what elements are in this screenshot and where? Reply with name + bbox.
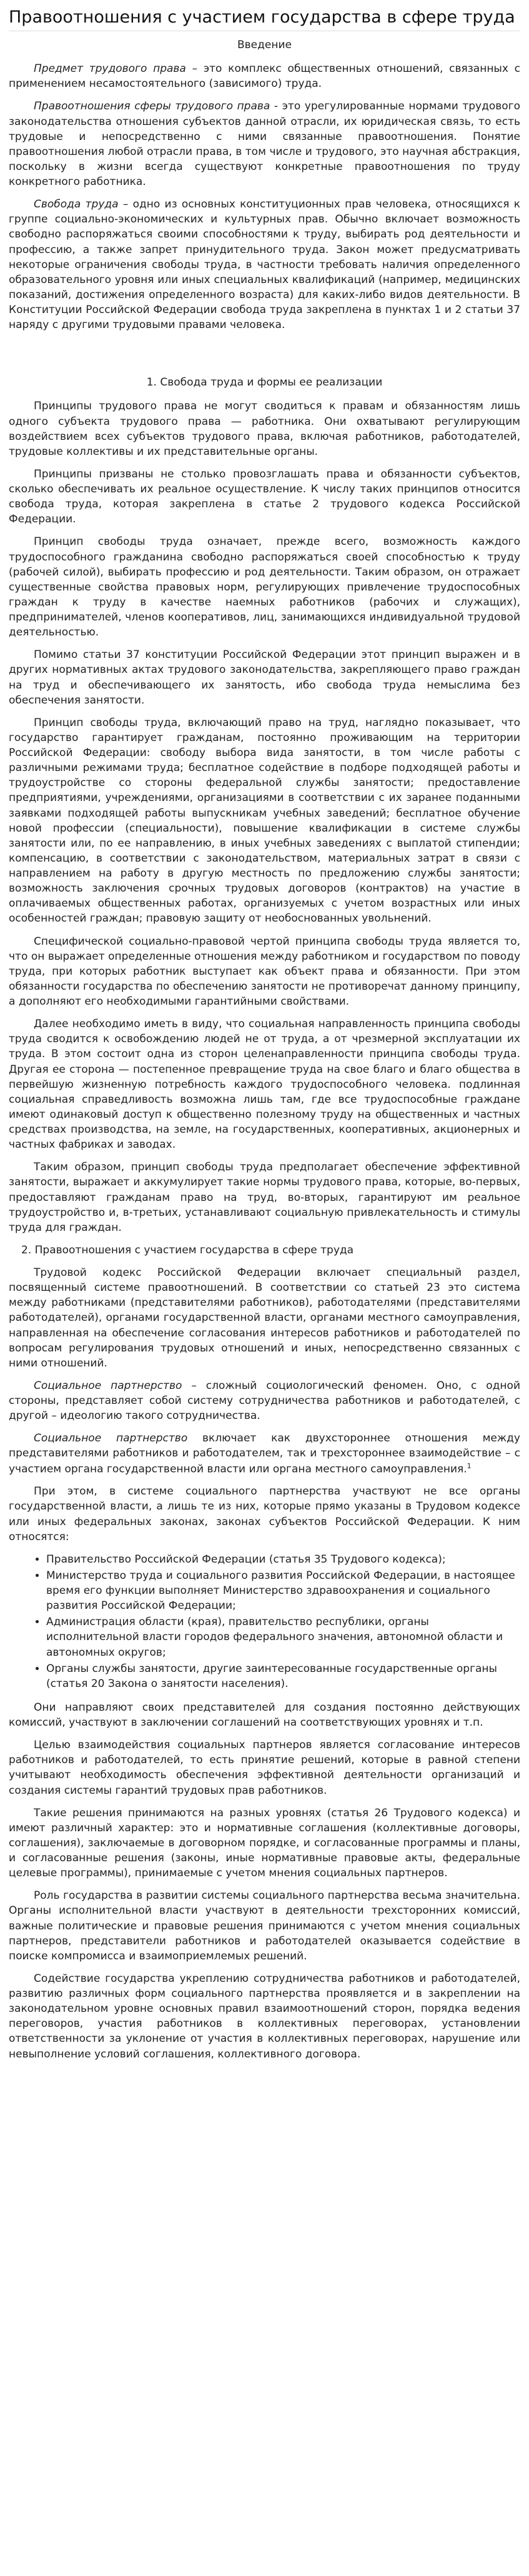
section-2-heading: 2. Правоотношения с участием государства в сфере труда: [21, 1243, 354, 1256]
footnote-marker[interactable]: 1: [467, 1461, 472, 1470]
term: Предмет трудового права: [34, 62, 186, 76]
paragraph: Содействие государства укреплению сотрудничества работников и работодателей, развитию различных форм социального партнерства проявляется и в закреплении на законодательном уровне основных правил взаимоотношений сторон, порядка ведения переговоров, участия работников в коллективных переговорах, установлении ответственности за уклонение от участия в коллективных переговорах, нарушение или невыполнение условий соглашения, коллективного договора.: [9, 1972, 520, 2061]
list-item: • Администрация области (края), правительство республики, органы исполнительной власти городов федерального значения, автономной области и автономных округов;: [46, 1614, 520, 1659]
term: Социальное партнерство: [34, 1379, 182, 1392]
paragraph: Целью взаимодействия социальных партнеров является согласование интересов работников и работодателей, то есть принятие решений, которые в равной степени учитывают необходимость обеспечения эффективной деятельности организаций и создания системы гарантий трудовых прав работников.: [9, 1739, 520, 1797]
paragraph: Принцип свободы труда означает, прежде всего, возможность каждого трудоспособного гражданина свободно распоряжаться своей способностью к труду (рабочей силой), выбирать профессию и род деятельности. Таким образом, он отражает существенные свойства правовых норм, регулирующих привлечение трудоспособных граждан к труду в качестве наемных работников (рабочих и служащих), предпринимателей, членов кооперативов, лиц, занимающихся индивидуальной трудовой деятельностью.: [9, 535, 520, 639]
paragraph-text: Трудовой кодекс Российской Федерации включает специальный раздел, посвященный системе правоотношений. В соответствии со статьей 23 это система между работниками (представителями работников), работодателями (представителями работодателей), органами государственной власти, органами местного самоуправления, направленная на обеспечение согласования интересов работников и работодателей по вопросам регулирования трудовых отношений и иных, непосредственно связанных с ними отношений.: [9, 1266, 520, 1370]
section-1-heading: 1. Свобода труда и формы ее реализации: [146, 376, 383, 389]
paragraph: Принципы призваны не столько провозглашать права и обязанности субъектов, сколько обеспечивать их реальное осуществление. К числу таких принципов относится свобода труда, которая закреплена в статье 2 трудового кодекса Российской Федерации.: [9, 467, 520, 526]
paragraph: Помимо статьи 37 конституции Российской Федерации этот принцип выражен и в других нормативных актах трудового законодательства, закрепляющего право граждан на труд и обеспечивающего их занятость, ибо свобода труда немыслима без обеспечения занятости.: [9, 649, 520, 707]
term: Правоотношения сферы трудового права: [34, 100, 270, 113]
term: Социальное партнерство: [34, 1432, 188, 1445]
section-1: [9, 399, 520, 1235]
section-2-part-a: [9, 1265, 520, 1544]
paragraph: Роль государства в развитии системы социального партнерства весьма значительна. Органы исполнительной власти участвуют в деятельности трехсторонних комиссий, важные политические и правовые решения принимаются с учетом мнения социальных партнеров, представители работников и работодателей оказывается содействие в поиске компромисса и взаимоприемлемых решений.: [9, 1889, 520, 1962]
list-item: • Правительство Российской Федерации (статья 35 Трудового кодекса);: [46, 1552, 520, 1567]
intro-section: [9, 61, 520, 332]
list-item: • Органы службы занятости, другие заинтересованные государственные органы (статья 20 Закона о занятости населения).: [46, 1661, 520, 1691]
paragraph-text: – одно из основных конституционных прав человека, относящихся к группе социально-экономических и культурных прав. Обычно включает возможность свободно распоряжаться своими способностями к труду, выбирать род деятельности и профессию, а также запрет принудительного труда. Закон может предусматривать некоторые ограничения свободы труда, в частности требовать наличия определенного образовательного уровня или иных специальных квалификаций (например, медицинских показаний, достижения определенного возраста) для каких-либо видов деятельности. В Конституции Российской Федерации свобода труда закреплена в пунктах 1 и 2 статьи 37 наряду с другими трудовыми правами человека.: [9, 198, 520, 332]
paragraph: [9, 1265, 520, 1371]
paragraph-text: При этом, в системе социального партнерства участвуют не все органы государственной власти, а лишь те из них, которые прямо указаны в Трудовом кодексе или иных федеральных законах, законах субъектов Российской Федерации. К ним относятся:: [9, 1485, 520, 1543]
section-2-part-b: [9, 1700, 520, 2062]
section-gap: [9, 340, 520, 375]
paragraph: Принципы трудового права не могут сводиться к правам и обязанностям лишь одного субъекта трудового права — работника. Они охватывают регулирующим воздействием всех субъектов трудового права, включая работников, работодателей, трудовые коллективы и их представительные органы.: [9, 400, 520, 458]
paragraph: Специфической социально-правовой чертой принципа свободы труда является то, что он выражает определенные отношения между работником и государством по поводу труда, при которых работник выступает как объект права и обязанности. При этом обязанности государства по обеспечению занятости не противоречат данному принципу, а дополняют его необходимыми гарантийными свойствами.: [9, 935, 520, 1008]
page-title: Правоотношения с участием государства в сфере труда: [9, 7, 520, 31]
paragraph-text: – сложный социологический феномен. Оно, с одной стороны, представляет собой систему сотрудничества работников и работодателей, с другой – идеологию такого сотрудничества.: [9, 1379, 520, 1423]
document-body: [9, 37, 520, 2062]
list-item: • Министерство труда и социального развития Российской Федерации, в настоящее время его функции выполняет Министерство здравоохранения и социального развития Российской Федерации;: [46, 1568, 520, 1613]
intro-heading: Введение: [237, 39, 292, 51]
paragraph: Такие решения принимаются на разных уровнях (статья 26 Трудового кодекса) и имеют различный характер: это и нормативные соглашения (коллективные договоры, соглашения), заключаемые в договорном порядке, и согласованные программы и планы, и согласованные решения (законы, иные нормативные правовые акты, федеральные целевые программы), принимаемые с учетом мнения социальных партнеров.: [9, 1806, 520, 1880]
paragraph: Далее необходимо иметь в виду, что социальная направленность принципа свободы труда сводится к освобождению людей не от труда, а от чрезмерной эксплуатации их труда. В этом состоит одна из сторон целенаправленности принципа свободы труда. Другая ее сторона — постепенное превращение труда на свое благо и благо общества в первейшую жизненную потребность каждого трудоспособного человека. подлинная социальная справедливость возможна лишь там, где все трудоспособные граждане имеют одинаковый доступ к общественно полезному труду на общественных и частных средствах производства, на земле, на государственных, кооперативных, акционерных и частных фабриках и заводах.: [9, 1018, 520, 1151]
paragraph: Они направляют своих представителей для создания постоянно действующих комиссий, участвуют в заключении соглашений на соответствующих уровнях и т.п.: [9, 1701, 520, 1729]
paragraph: [9, 99, 520, 189]
paragraph: Таким образом, принцип свободы труда предполагает обеспечение эффективной занятости, выражает и аккумулирует такие нормы трудового права, которые, во-первых, предоставляют гражданам право на труд, во-вторых, гарантируют им реальное трудоустройство и, в-третьих, устанавливают социальную привлекательность и стимулы труда для граждан.: [9, 1161, 520, 1234]
term: Свобода труда: [34, 198, 119, 211]
paragraph-text: - это урегулированные нормами трудового законодательства отношения субъектов данной отрасли, их юридическая связь, то есть трудовые и непосредственно с ними связанные правоотношения. Понятие правоотношения любой отрасли права, в том числе и трудового, это научная абстракция, поскольку в жизни всегда существуют конкретные правоотношения по труду конкретного работника.: [9, 100, 520, 188]
paragraph-text: включает как двухстороннее отношения между представителями работников и работодателем, так и трехстороннее взаимодействие – с участием органа государственной власти или органа местного самоуправления.: [9, 1432, 520, 1476]
paragraph: [9, 1484, 520, 1544]
paragraph-text: – это комплекс общественных отношений, связанных с применением несамостоятельного (зависимого) труда.: [9, 62, 520, 91]
paragraph: [9, 61, 520, 91]
paragraph: [9, 1431, 520, 1476]
paragraph: [9, 1378, 520, 1423]
paragraph: [9, 197, 520, 332]
government-organs-list: [46, 1552, 520, 1691]
paragraph: Принцип свободы труда, включающий право на труд, наглядно показывает, что государство гарантирует гражданам, постоянно проживающим на территории Российской Федерации: свободу выбора вида занятости, в том числе работы с различными режимами труда; бесплатное содействие в подборе подходящей работы и трудоустройстве со стороны федеральной службы занятости; предоставление предприятиями, учреждениями, организациями в соответствии с их заранее поданными заявками подходящей работы выпускникам учебных заведений; бесплатное обучение новой профессии (специальности), повышение квалификации в системе службы занятости или, по ее направлению, в иных учебных заведениях с выплатой стипендии; компенсацию, в соответствии с законодательством, материальных затрат в связи с направлением на работу в другую местность по предложению службы занятости; возможность заключения срочных трудовых договоров (контрактов) на участие в оплачиваемых общественных работах, организуемых с учетом возрастных или иных особенностей граждан; правовую защиту от необоснованных увольнений.: [9, 716, 520, 925]
